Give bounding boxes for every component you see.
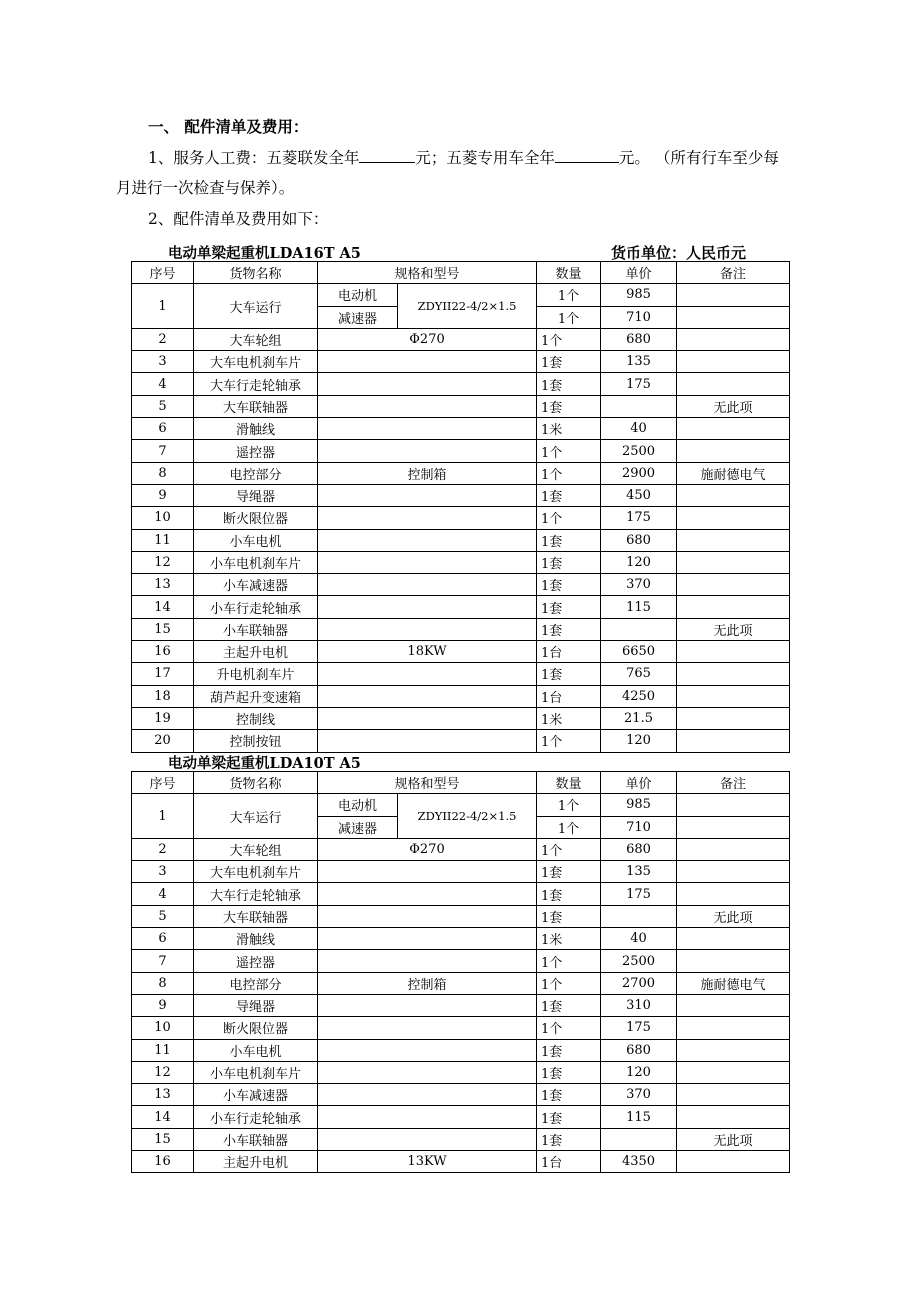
table-row — [132, 838, 790, 860]
table-row — [132, 484, 790, 506]
row-price: 370 — [601, 574, 677, 596]
row-name: 小车联轴器 — [194, 618, 318, 640]
row-spec — [318, 950, 537, 972]
row-price: 2900 — [601, 462, 677, 484]
row-note: 施耐德电气 — [677, 972, 790, 994]
row-no: 17 — [132, 663, 194, 685]
row-name: 升电机刹车片 — [194, 663, 318, 685]
row-name: 控制线 — [194, 707, 318, 729]
row-qty: 1个 — [537, 794, 601, 816]
parts-table-10t — [131, 771, 790, 1173]
sub-part: 电动机 — [318, 284, 398, 306]
row-note — [677, 663, 790, 685]
table-row — [132, 529, 790, 551]
row-no: 12 — [132, 1061, 194, 1083]
row-price: 4350 — [601, 1151, 677, 1173]
row-qty: 1个 — [537, 730, 601, 752]
row-price: 710 — [601, 306, 677, 328]
row-spec: ZDYII22-4/2×1.5 — [398, 794, 537, 839]
currency-unit: 货币单位：人民币元 — [611, 244, 747, 262]
header-name: 货物名称 — [194, 262, 318, 284]
row-name: 大车联轴器 — [194, 395, 318, 417]
header-qty: 数量 — [537, 262, 601, 284]
row-qty: 1套 — [537, 663, 601, 685]
row-note: 无此项 — [677, 1128, 790, 1150]
row-name: 大车行走轮轴承 — [194, 883, 318, 905]
row-qty: 1个 — [537, 507, 601, 529]
row-price — [601, 1128, 677, 1150]
row-qty: 1套 — [537, 484, 601, 506]
table-row — [132, 351, 790, 373]
row-no: 9 — [132, 484, 194, 506]
row-price — [601, 395, 677, 417]
row-name: 滑触线 — [194, 418, 318, 440]
row-note — [677, 883, 790, 905]
row-spec — [318, 395, 537, 417]
wuling-special-fee-blank[interactable] — [555, 146, 619, 163]
row-qty: 1个 — [537, 972, 601, 994]
row-spec — [318, 1039, 537, 1061]
row-price: 120 — [601, 551, 677, 573]
row-qty: 1套 — [537, 596, 601, 618]
row-no: 1 — [132, 284, 194, 329]
row-note — [677, 284, 790, 306]
table-row — [132, 462, 790, 484]
row-price: 6650 — [601, 641, 677, 663]
row-no: 16 — [132, 1151, 194, 1173]
table-row — [132, 1039, 790, 1061]
row-price: 2500 — [601, 440, 677, 462]
row-spec — [318, 574, 537, 596]
row-price: 370 — [601, 1084, 677, 1106]
row-no: 3 — [132, 351, 194, 373]
row-note — [677, 574, 790, 596]
row-note — [677, 1017, 790, 1039]
row-price: 710 — [601, 816, 677, 838]
row-note — [677, 950, 790, 972]
table-row — [132, 1128, 790, 1150]
header-spec: 规格和型号 — [318, 772, 537, 794]
row-name: 断火限位器 — [194, 1017, 318, 1039]
row-qty: 1套 — [537, 351, 601, 373]
row-spec — [318, 351, 537, 373]
table-row — [132, 373, 790, 395]
row-qty: 1个 — [537, 440, 601, 462]
row-note — [677, 730, 790, 752]
row-qty: 1套 — [537, 395, 601, 417]
header-note: 备注 — [677, 772, 790, 794]
row-no: 5 — [132, 395, 194, 417]
table-row — [132, 663, 790, 685]
row-no: 11 — [132, 529, 194, 551]
table-row — [132, 1061, 790, 1083]
header-no: 序号 — [132, 262, 194, 284]
table-row — [132, 1151, 790, 1173]
row-note: 无此项 — [677, 618, 790, 640]
row-name: 主起升电机 — [194, 641, 318, 663]
row-no: 4 — [132, 883, 194, 905]
table-row — [132, 994, 790, 1016]
row-qty: 1个 — [537, 838, 601, 860]
row-note — [677, 685, 790, 707]
row-name: 小车电机 — [194, 1039, 318, 1061]
row-note — [677, 551, 790, 573]
row-no: 2 — [132, 838, 194, 860]
row-qty: 1套 — [537, 529, 601, 551]
row-price: 450 — [601, 484, 677, 506]
row-note — [677, 373, 790, 395]
row-price: 4250 — [601, 685, 677, 707]
row-name: 小车行走轮轴承 — [194, 1106, 318, 1128]
row-price — [601, 618, 677, 640]
row-price: 680 — [601, 1039, 677, 1061]
row-name: 遥控器 — [194, 950, 318, 972]
row-note — [677, 306, 790, 328]
table-row — [132, 551, 790, 573]
row-no: 15 — [132, 618, 194, 640]
row-no: 18 — [132, 685, 194, 707]
row-no: 15 — [132, 1128, 194, 1150]
row-note — [677, 507, 790, 529]
row-no: 14 — [132, 596, 194, 618]
row-no: 10 — [132, 1017, 194, 1039]
row-price: 175 — [601, 507, 677, 529]
row-no: 1 — [132, 794, 194, 839]
row-spec — [318, 685, 537, 707]
row-note — [677, 707, 790, 729]
row-qty: 1个 — [537, 816, 601, 838]
row-spec — [318, 883, 537, 905]
table-row — [132, 730, 790, 752]
row-note — [677, 351, 790, 373]
header-name: 货物名称 — [194, 772, 318, 794]
table2-title: 电动单梁起重机LDA10T A5 — [168, 755, 361, 772]
row-price: 135 — [601, 351, 677, 373]
row-qty: 1套 — [537, 574, 601, 596]
row-price: 310 — [601, 994, 677, 1016]
row-name: 主起升电机 — [194, 1151, 318, 1173]
row-qty: 1套 — [537, 551, 601, 573]
row-qty: 1套 — [537, 861, 601, 883]
table-header-row — [132, 772, 790, 794]
row-no: 16 — [132, 641, 194, 663]
row-price: 40 — [601, 928, 677, 950]
sub-part: 电动机 — [318, 794, 398, 816]
section-heading: 一、 配件清单及费用： — [148, 117, 309, 136]
row-spec: 控制箱 — [318, 972, 537, 994]
row-note: 无此项 — [677, 905, 790, 927]
row-no: 8 — [132, 462, 194, 484]
header-note: 备注 — [677, 262, 790, 284]
table-row — [132, 1017, 790, 1039]
row-spec — [318, 551, 537, 573]
row-note — [677, 861, 790, 883]
row-price: 765 — [601, 663, 677, 685]
row-name: 小车减速器 — [194, 574, 318, 596]
row-no: 19 — [132, 707, 194, 729]
row-note — [677, 484, 790, 506]
header-qty: 数量 — [537, 772, 601, 794]
table-row — [132, 1084, 790, 1106]
row-qty: 1个 — [537, 462, 601, 484]
row-spec: 控制箱 — [318, 462, 537, 484]
row-note: 施耐德电气 — [677, 462, 790, 484]
table-row — [132, 618, 790, 640]
row-price: 115 — [601, 596, 677, 618]
table-row — [132, 861, 790, 883]
row-spec — [318, 418, 537, 440]
table-row — [132, 883, 790, 905]
sub-part: 减速器 — [318, 306, 398, 328]
row-name: 小车电机 — [194, 529, 318, 551]
table-row — [132, 284, 790, 306]
row-no: 12 — [132, 551, 194, 573]
row-no: 6 — [132, 928, 194, 950]
row-spec — [318, 373, 537, 395]
table-row — [132, 418, 790, 440]
row-spec — [318, 1017, 537, 1039]
row-no: 5 — [132, 905, 194, 927]
row-note — [677, 928, 790, 950]
row-qty: 1套 — [537, 1061, 601, 1083]
row-qty: 1米 — [537, 928, 601, 950]
header-no: 序号 — [132, 772, 194, 794]
row-price: 680 — [601, 838, 677, 860]
table-row — [132, 641, 790, 663]
table-row — [132, 395, 790, 417]
row-qty: 1套 — [537, 994, 601, 1016]
row-note: 无此项 — [677, 395, 790, 417]
labor-fee-prefix: 1、服务人工费：五菱联发全年 — [148, 149, 360, 167]
row-spec — [318, 707, 537, 729]
labor-fee-line — [148, 146, 779, 169]
table-row — [132, 1106, 790, 1128]
row-no: 4 — [132, 373, 194, 395]
row-name: 遥控器 — [194, 440, 318, 462]
header-price: 单价 — [601, 262, 677, 284]
row-name: 小车电机刹车片 — [194, 551, 318, 573]
row-price — [601, 905, 677, 927]
row-name: 小车电机刹车片 — [194, 1061, 318, 1083]
row-price: 2500 — [601, 950, 677, 972]
row-spec: ZDYII22-4/2×1.5 — [398, 284, 537, 329]
row-no: 3 — [132, 861, 194, 883]
row-price: 120 — [601, 730, 677, 752]
row-qty: 1米 — [537, 707, 601, 729]
row-name: 大车轮组 — [194, 328, 318, 350]
row-name: 控制按钮 — [194, 730, 318, 752]
row-qty: 1个 — [537, 284, 601, 306]
row-qty: 1个 — [537, 328, 601, 350]
row-price: 175 — [601, 1017, 677, 1039]
row-note — [677, 994, 790, 1016]
row-name: 大车电机刹车片 — [194, 351, 318, 373]
row-spec — [318, 905, 537, 927]
row-price: 21.5 — [601, 707, 677, 729]
row-qty: 1套 — [537, 618, 601, 640]
row-note — [677, 1151, 790, 1173]
row-price: 985 — [601, 284, 677, 306]
row-qty: 1套 — [537, 1084, 601, 1106]
row-qty: 1套 — [537, 373, 601, 395]
wuling-lianfa-fee-blank[interactable] — [359, 146, 415, 163]
row-spec — [318, 529, 537, 551]
row-spec — [318, 1084, 537, 1106]
row-spec — [318, 663, 537, 685]
row-spec — [318, 861, 537, 883]
row-name: 大车电机刹车片 — [194, 861, 318, 883]
table-row — [132, 574, 790, 596]
row-note — [677, 418, 790, 440]
row-price: 175 — [601, 373, 677, 395]
header-price: 单价 — [601, 772, 677, 794]
row-no: 8 — [132, 972, 194, 994]
table-row — [132, 950, 790, 972]
row-no: 7 — [132, 950, 194, 972]
row-name: 小车联轴器 — [194, 1128, 318, 1150]
row-spec: 18KW — [318, 641, 537, 663]
row-no: 10 — [132, 507, 194, 529]
row-price: 135 — [601, 861, 677, 883]
row-name: 小车行走轮轴承 — [194, 596, 318, 618]
row-note — [677, 440, 790, 462]
labor-fee-suffix: 元。 （所有行车至少每 — [618, 149, 779, 167]
row-note — [677, 1084, 790, 1106]
row-qty: 1个 — [537, 306, 601, 328]
table-row — [132, 928, 790, 950]
row-price: 985 — [601, 794, 677, 816]
table-row — [132, 440, 790, 462]
row-note — [677, 838, 790, 860]
row-qty: 1套 — [537, 1039, 601, 1061]
row-name: 大车轮组 — [194, 838, 318, 860]
row-price: 40 — [601, 418, 677, 440]
row-note — [677, 328, 790, 350]
row-no: 13 — [132, 1084, 194, 1106]
row-qty: 1台 — [537, 641, 601, 663]
row-price: 2700 — [601, 972, 677, 994]
parts-table-16t — [131, 261, 790, 753]
row-no: 14 — [132, 1106, 194, 1128]
row-spec — [318, 440, 537, 462]
row-qty: 1套 — [537, 1106, 601, 1128]
sub-part: 减速器 — [318, 816, 398, 838]
row-name: 滑触线 — [194, 928, 318, 950]
row-no: 6 — [132, 418, 194, 440]
row-name: 导绳器 — [194, 994, 318, 1016]
row-note — [677, 1061, 790, 1083]
row-no: 2 — [132, 328, 194, 350]
row-no: 7 — [132, 440, 194, 462]
row-name: 大车行走轮轴承 — [194, 373, 318, 395]
row-note — [677, 1039, 790, 1061]
row-note — [677, 596, 790, 618]
row-qty: 1个 — [537, 950, 601, 972]
table-row — [132, 905, 790, 927]
row-qty: 1台 — [537, 1151, 601, 1173]
parts-list-intro: 2、配件清单及费用如下： — [148, 210, 329, 228]
row-note — [677, 529, 790, 551]
row-qty: 1套 — [537, 905, 601, 927]
row-name: 电控部分 — [194, 462, 318, 484]
row-note — [677, 1106, 790, 1128]
table-row — [132, 794, 790, 816]
row-note — [677, 641, 790, 663]
row-qty: 1套 — [537, 1128, 601, 1150]
row-no: 11 — [132, 1039, 194, 1061]
row-price: 115 — [601, 1106, 677, 1128]
row-name: 大车运行 — [194, 284, 318, 329]
row-price: 680 — [601, 529, 677, 551]
row-qty: 1套 — [537, 883, 601, 905]
row-no: 20 — [132, 730, 194, 752]
row-qty: 1个 — [537, 1017, 601, 1039]
row-name: 电控部分 — [194, 972, 318, 994]
table-header-row — [132, 262, 790, 284]
table-row — [132, 972, 790, 994]
row-name: 大车运行 — [194, 794, 318, 839]
labor-fee-mid: 元；五菱专用车全年 — [415, 149, 555, 167]
row-name: 葫芦起升变速箱 — [194, 685, 318, 707]
maintenance-note: 月进行一次检查与保养）。 — [116, 179, 295, 197]
row-spec — [318, 618, 537, 640]
row-qty: 1台 — [537, 685, 601, 707]
row-qty: 1米 — [537, 418, 601, 440]
row-note — [677, 816, 790, 838]
row-no: 9 — [132, 994, 194, 1016]
row-price: 680 — [601, 328, 677, 350]
row-spec — [318, 596, 537, 618]
row-name: 断火限位器 — [194, 507, 318, 529]
row-price: 175 — [601, 883, 677, 905]
table-row — [132, 507, 790, 529]
table-row — [132, 707, 790, 729]
table-row — [132, 596, 790, 618]
row-spec: Φ270 — [318, 328, 537, 350]
row-spec — [318, 1128, 537, 1150]
row-name: 导绳器 — [194, 484, 318, 506]
header-spec: 规格和型号 — [318, 262, 537, 284]
table1-title: 电动单梁起重机LDA16T A5 — [168, 245, 361, 262]
table-row — [132, 328, 790, 350]
row-spec — [318, 730, 537, 752]
row-name: 小车减速器 — [194, 1084, 318, 1106]
row-spec — [318, 928, 537, 950]
row-spec — [318, 1106, 537, 1128]
row-spec: Φ270 — [318, 838, 537, 860]
table-row — [132, 685, 790, 707]
row-spec — [318, 507, 537, 529]
row-name: 大车联轴器 — [194, 905, 318, 927]
row-spec: 13KW — [318, 1151, 537, 1173]
row-spec — [318, 1061, 537, 1083]
row-spec — [318, 484, 537, 506]
row-price: 120 — [601, 1061, 677, 1083]
row-spec — [318, 994, 537, 1016]
row-no: 13 — [132, 574, 194, 596]
row-note — [677, 794, 790, 816]
